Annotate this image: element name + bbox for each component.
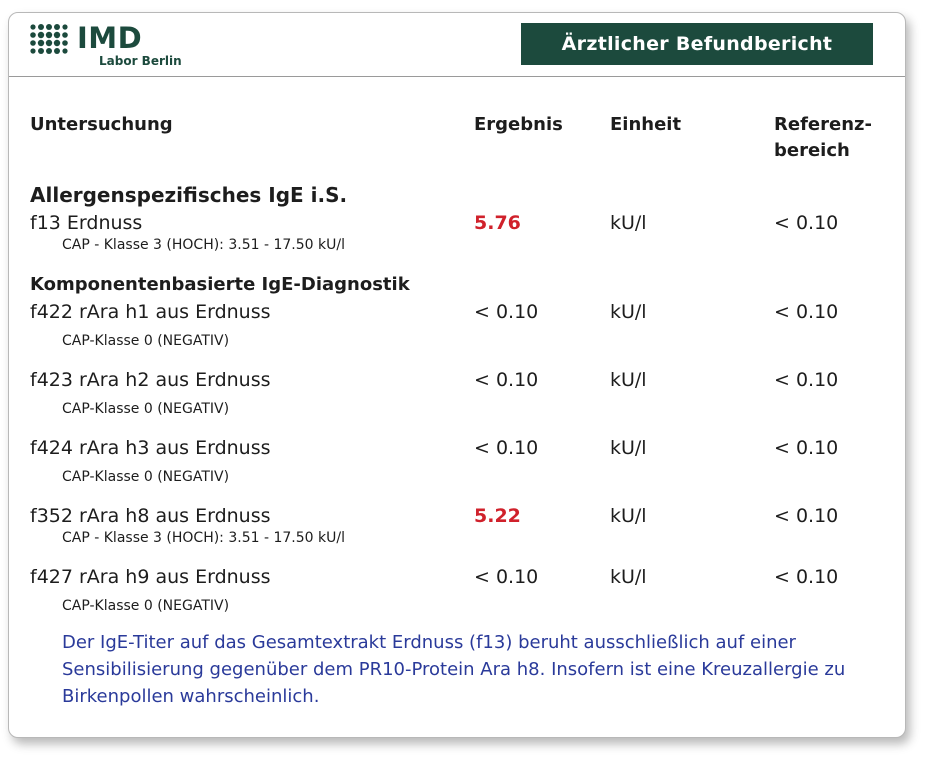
cap-class-note: CAP-Klasse 0 (NEGATIV)	[62, 401, 230, 417]
result-value-high: 5.76	[474, 212, 521, 234]
lab-logo	[29, 22, 199, 70]
column-header-result: Ergebnis	[474, 114, 563, 135]
column-header-reference: Referenz- bereich	[774, 114, 872, 161]
reference-range: < 0.10	[774, 212, 839, 234]
cap-class-note: CAP-Klasse 0 (NEGATIV)	[62, 469, 230, 485]
reference-range: < 0.10	[774, 437, 839, 459]
header-divider	[9, 76, 905, 77]
unit: kU/l	[610, 301, 647, 323]
reference-range: < 0.10	[774, 301, 839, 323]
unit: kU/l	[610, 212, 647, 234]
reference-range: < 0.10	[774, 566, 839, 588]
unit: kU/l	[610, 505, 647, 527]
test-name: f422 rAra h1 aus Erdnuss	[30, 301, 271, 323]
test-name: f427 rAra h9 aus Erdnuss	[30, 566, 271, 588]
unit: kU/l	[610, 566, 647, 588]
column-header-unit: Einheit	[610, 114, 682, 135]
logo-wordmark: IMD	[77, 21, 143, 55]
cap-class-note: CAP - Klasse 3 (HOCH): 3.51 - 17.50 kU/l	[62, 530, 345, 546]
report-card	[8, 12, 906, 738]
test-name: f423 rAra h2 aus Erdnuss	[30, 369, 271, 391]
result-value-high: 5.22	[474, 505, 521, 527]
result-value: < 0.10	[474, 301, 539, 323]
result-value: < 0.10	[474, 437, 539, 459]
test-name: f13 Erdnuss	[30, 212, 143, 234]
cap-class-note: CAP-Klasse 0 (NEGATIV)	[62, 333, 230, 349]
test-name: f352 rAra h8 aus Erdnuss	[30, 505, 271, 527]
dot-grid-logo-icon	[29, 22, 73, 62]
logo-subtitle: Labor Berlin	[99, 54, 182, 68]
test-name: f424 rAra h3 aus Erdnuss	[30, 437, 271, 459]
unit: kU/l	[610, 369, 647, 391]
result-value: < 0.10	[474, 566, 539, 588]
report-title: Ärztlicher Befundbericht	[521, 23, 873, 65]
cap-class-note: CAP - Klasse 3 (HOCH): 3.51 - 17.50 kU/l	[62, 237, 345, 253]
section-title-allergen-specific: Allergenspezifisches IgE i.S.	[30, 183, 348, 207]
interpretation-comment: Der IgE-Titer auf das Gesamtextrakt Erdnuss (f13) beruht ausschließlich auf einer Sensibilisierung gegenüber dem PR10-Protein Ara h8. Insofern ist eine Kreuzallergie zu Birkenpollen wahrscheinlich.	[62, 632, 846, 707]
cap-class-note: CAP-Klasse 0 (NEGATIV)	[62, 598, 230, 614]
section-title-component-based: Komponentenbasierte IgE-Diagnostik	[30, 274, 410, 295]
reference-range: < 0.10	[774, 505, 839, 527]
result-value: < 0.10	[474, 369, 539, 391]
column-header-test: Untersuchung	[30, 114, 173, 135]
unit: kU/l	[610, 437, 647, 459]
reference-range: < 0.10	[774, 369, 839, 391]
report-header	[9, 13, 905, 77]
